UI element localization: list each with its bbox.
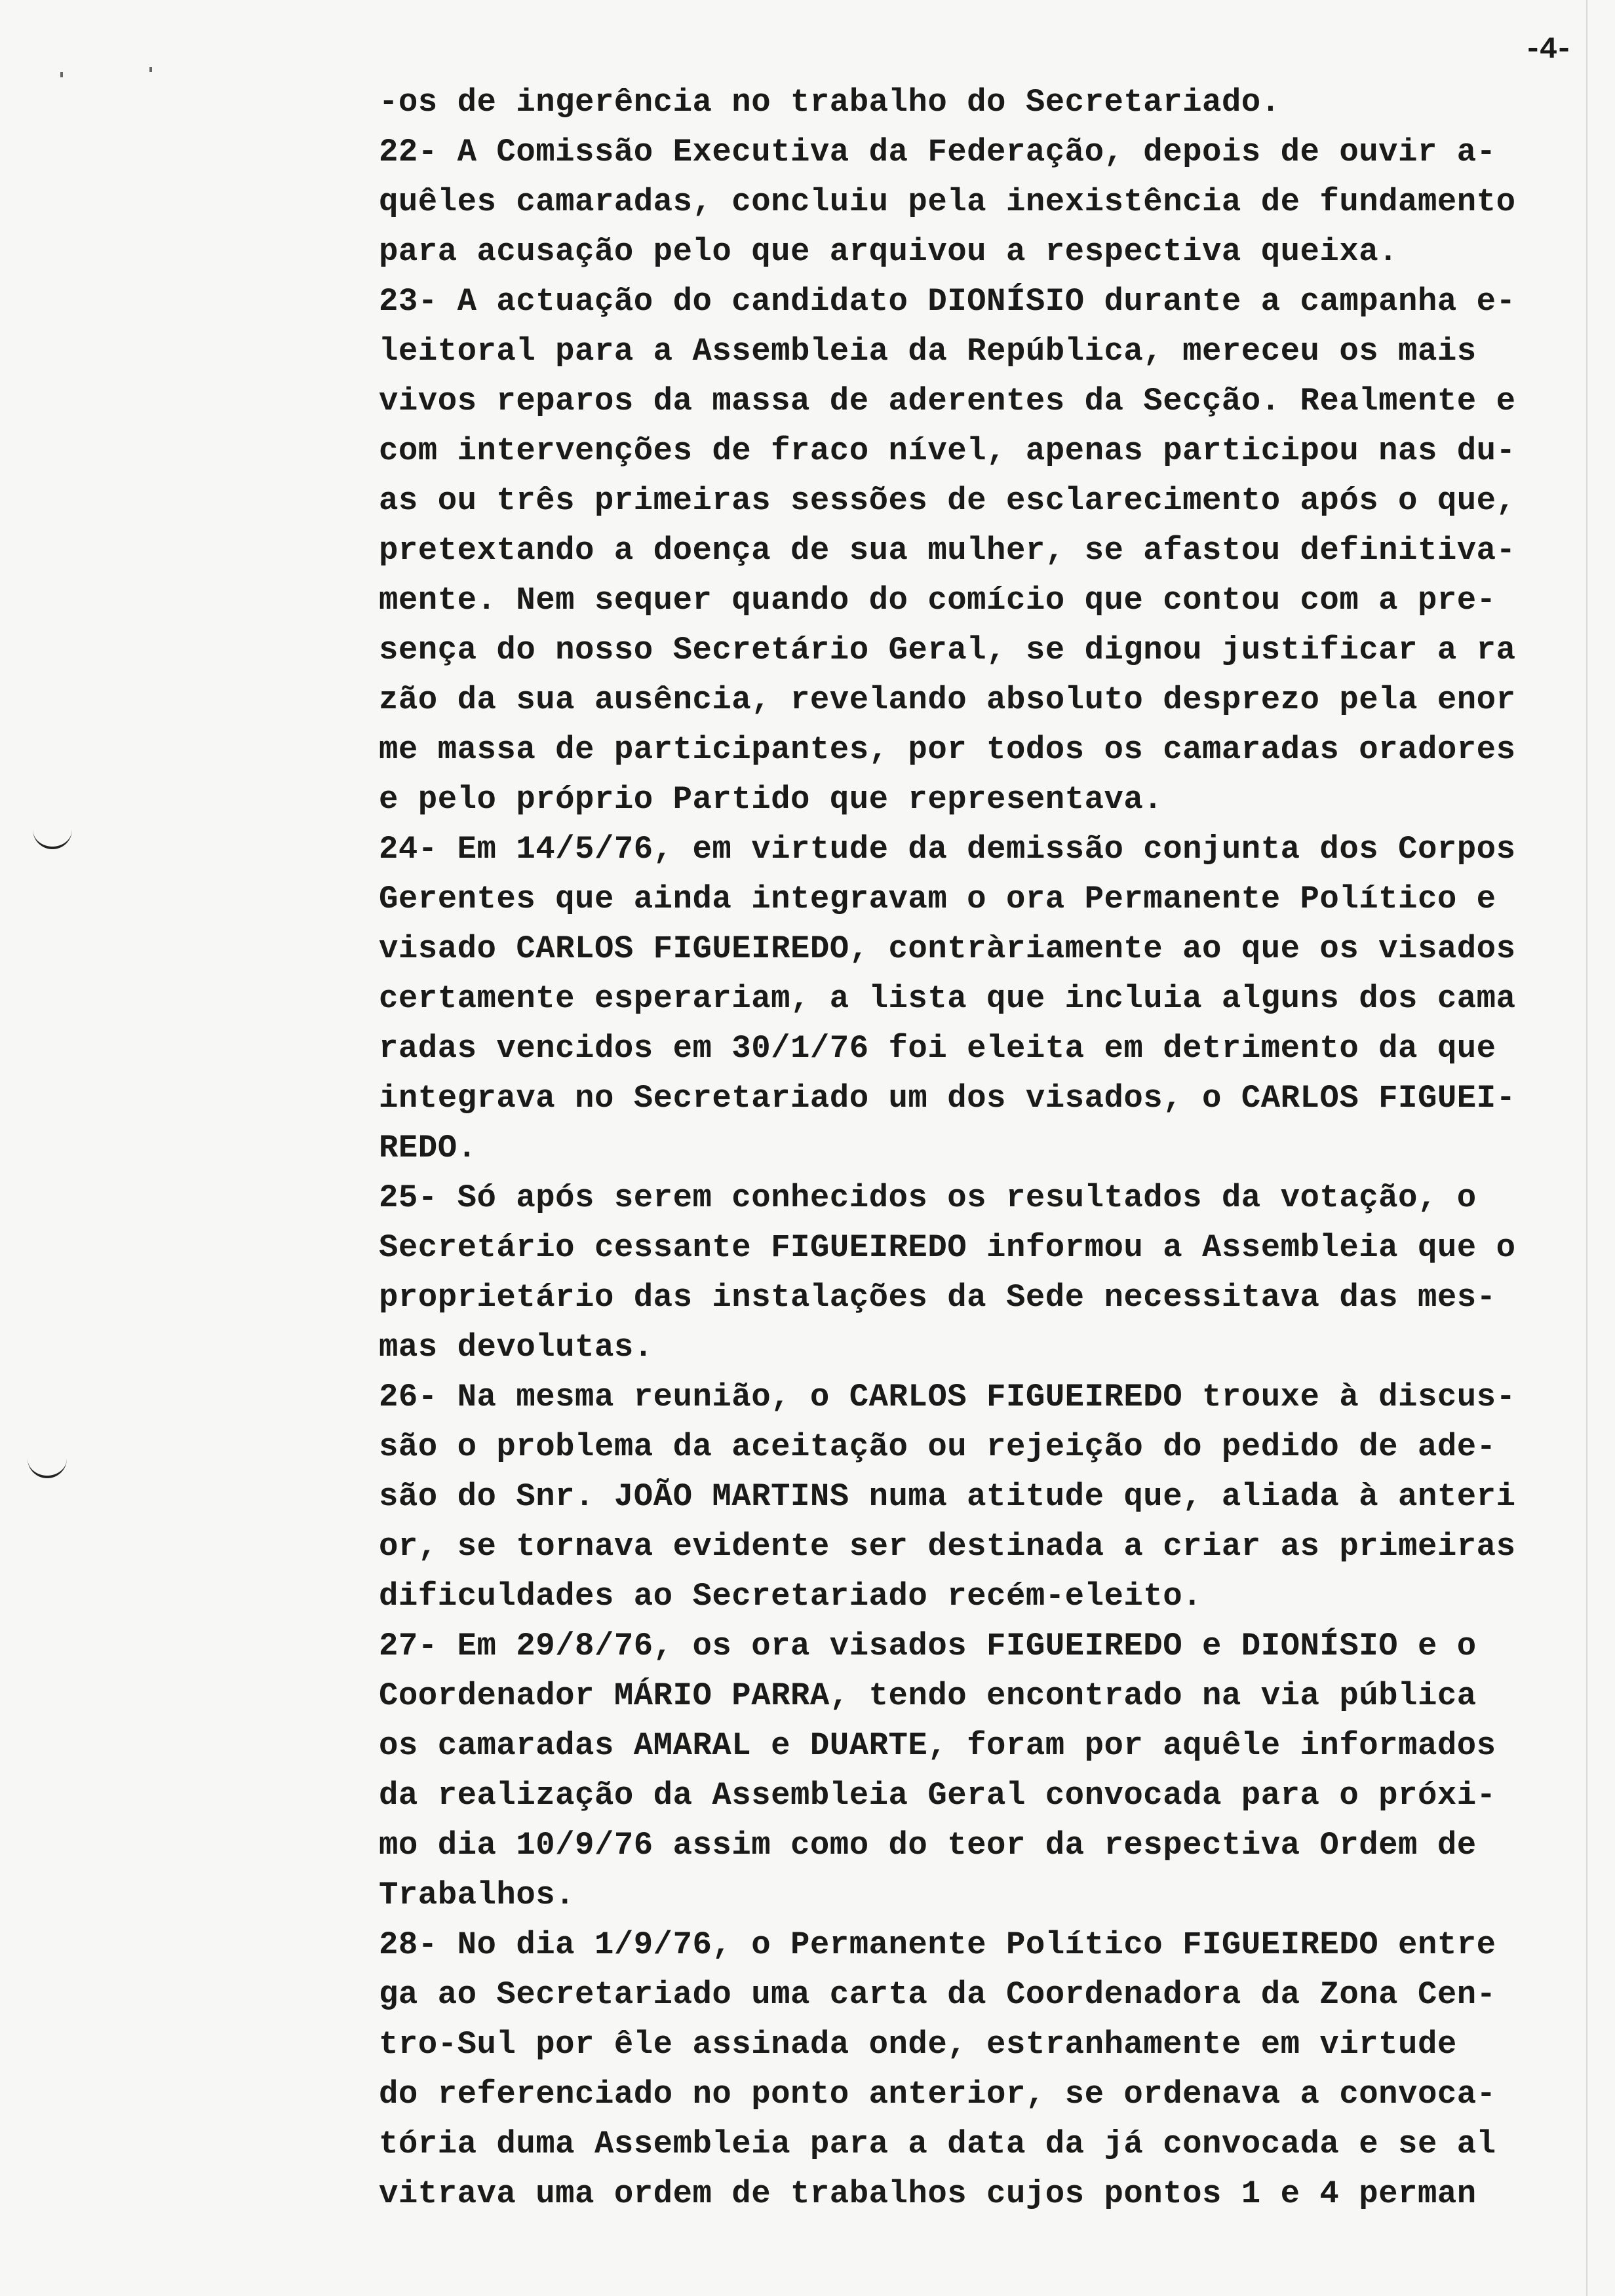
text-line: 22- A Comissão Executiva da Federação, depois de ouvir a- <box>379 134 1496 170</box>
page-number: -4- <box>1524 33 1570 67</box>
text-line: or, se tornava evidente ser destinada a criar as primeiras <box>379 1528 1516 1565</box>
text-line: proprietário das instalações da Sede necessitava das mes- <box>379 1279 1496 1316</box>
text-line: mo dia 10/9/76 assim como do teor da respectiva Ordem de <box>379 1827 1477 1864</box>
text-line: -os de ingerência no trabalho do Secretariado. <box>379 84 1281 121</box>
text-line: leitoral para a Assembleia da República, mereceu os mais <box>379 333 1477 370</box>
text-line: Coordenador MÁRIO PARRA, tendo encontrado na via pública <box>379 1677 1477 1714</box>
text-line: os camaradas AMARAL e DUARTE, foram por aquêle informados <box>379 1727 1496 1764</box>
text-line: com intervenções de fraco nível, apenas participou nas du- <box>379 432 1516 469</box>
text-line: as ou três primeiras sessões de esclarecimento após o que, <box>379 482 1516 519</box>
text-line: mente. Nem sequer quando do comício que contou com a pre- <box>379 582 1496 619</box>
text-line: REDO. <box>379 1130 477 1166</box>
text-line: tória duma Assembleia para a data da já convocada e se al <box>379 2126 1496 2162</box>
text-line: 28- No dia 1/9/76, o Permanente Político FIGUEIREDO entre <box>379 1926 1496 1963</box>
text-line: vivos reparos da massa de aderentes da Secção. Realmente e <box>379 383 1516 419</box>
text-line: ga ao Secretariado uma carta da Coordenadora da Zona Cen- <box>379 1976 1496 2013</box>
text-line: mas devolutas. <box>379 1329 653 1366</box>
text-line: integrava no Secretariado um dos visados, o CARLOS FIGUEI- <box>379 1080 1516 1117</box>
text-line: zão da sua ausência, revelando absoluto desprezo pela enor <box>379 681 1516 718</box>
text-line: me massa de participantes, por todos os camaradas oradores <box>379 731 1516 768</box>
text-line: Secretário cessante FIGUEIREDO informou a Assembleia que o <box>379 1229 1516 1266</box>
text-line: são do Snr. JOÃO MARTINS numa atitude que, aliada à anteri <box>379 1478 1516 1515</box>
binder-hole-mark <box>33 827 72 849</box>
scan-speck <box>149 67 152 72</box>
text-line: Gerentes que ainda integravam o ora Permanente Político e <box>379 881 1496 917</box>
text-line: 23- A actuação do candidato DIONÍSIO durante a campanha e- <box>379 283 1516 320</box>
text-line: radas vencidos em 30/1/76 foi eleita em detrimento da que <box>379 1030 1496 1067</box>
text-line: visado CARLOS FIGUEIREDO, contràriamente ao que os visados <box>379 930 1516 967</box>
text-line: certamente esperariam, a lista que incluia alguns dos cama <box>379 980 1516 1017</box>
text-line: 26- Na mesma reunião, o CARLOS FIGUEIREDO trouxe à discus- <box>379 1379 1516 1415</box>
text-line: 24- Em 14/5/76, em virtude da demissão conjunta dos Corpos <box>379 831 1516 868</box>
scan-speck <box>60 72 63 77</box>
binder-hole-mark <box>28 1456 67 1478</box>
text-line: são o problema da aceitação ou rejeição do pedido de ade- <box>379 1428 1496 1465</box>
text-line: tro-Sul por êle assinada onde, estranhamente em virtude <box>379 2026 1457 2063</box>
text-line: 27- Em 29/8/76, os ora visados FIGUEIREDO e DIONÍSIO e o <box>379 1628 1477 1664</box>
text-line: 25- Só após serem conhecidos os resultados da votação, o <box>379 1179 1477 1216</box>
text-line: para acusação pelo que arquivou a respectiva queixa. <box>379 233 1399 270</box>
text-line: pretextando a doença de sua mulher, se afastou definitiva- <box>379 532 1516 569</box>
text-line: e pelo próprio Partido que representava. <box>379 781 1163 818</box>
text-line: vitrava uma ordem de trabalhos cujos pontos 1 e 4 perman <box>379 2175 1477 2212</box>
text-line: Trabalhos. <box>379 1877 575 1913</box>
scan-edge-line <box>1586 0 1587 2296</box>
text-line: da realização da Assembleia Geral convocada para o próxi- <box>379 1777 1496 1814</box>
text-line: do referenciado no ponto anterior, se ordenava a convoca- <box>379 2076 1496 2113</box>
text-line: sença do nosso Secretário Geral, se dignou justificar a ra <box>379 632 1516 668</box>
document-body <box>379 77 1552 2219</box>
text-line: dificuldades ao Secretariado recém-eleito. <box>379 1578 1203 1615</box>
text-line: quêles camaradas, concluiu pela inexistência de fundamento <box>379 183 1516 220</box>
